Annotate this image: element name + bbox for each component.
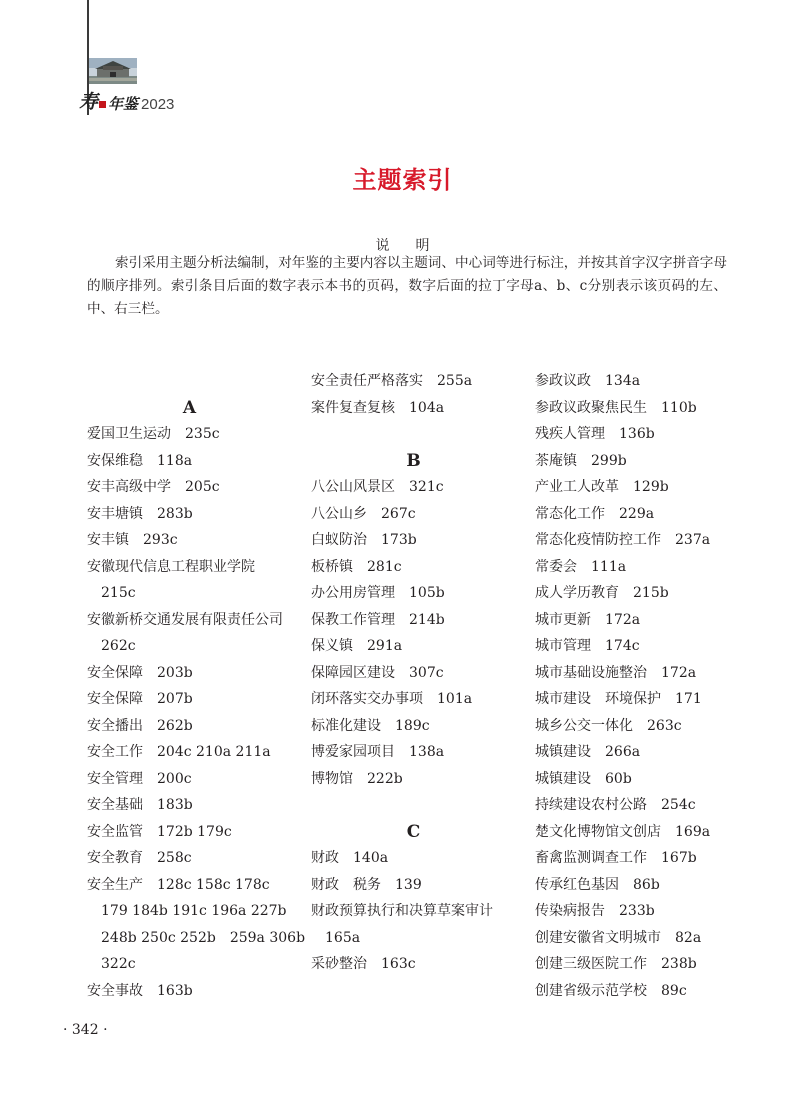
index-entry: 常态化工作 229a bbox=[535, 505, 655, 522]
index-entry: 安全责任严格落实 255a bbox=[311, 373, 473, 389]
index-spacer bbox=[87, 368, 292, 395]
page-number: · 342 · bbox=[63, 1022, 108, 1038]
index-entry-continuation: 248b 250c 252b 259a 306b bbox=[101, 929, 306, 946]
index-entry: 创建三级医院工作 238b bbox=[535, 956, 697, 972]
index-entry: 安丰镇 293c bbox=[87, 532, 178, 548]
index-spacer bbox=[311, 792, 516, 819]
index-entry: 八公山乡 267c bbox=[311, 505, 416, 522]
index-entry: 爱国卫生运动 235c bbox=[87, 426, 220, 442]
index-entry-continuation: 262c bbox=[101, 638, 136, 654]
index-letter-heading: A bbox=[182, 397, 197, 418]
index-entry: 安全事故 163b bbox=[87, 982, 193, 999]
index-entry: 传承红色基因 86b bbox=[535, 876, 660, 893]
index-entry: 城镇建设 60b bbox=[535, 770, 632, 787]
index-entry: 采砂整治 163c bbox=[311, 956, 416, 972]
index-column-right bbox=[535, 368, 750, 1004]
index-entry: 城市管理 174c bbox=[535, 638, 640, 654]
index-entry: 安保维稳 118a bbox=[87, 452, 193, 469]
note-paragraph: 索引采用主题分析法编制，对年鉴的主要内容以主题词、中心词等进行标注，并按其首字汉字拼音字母的顺序排列。索引条目后面的数字表示本书的页码，数字后面的拉丁字母a、b、c分别表示该页码的左、中、右三栏。 bbox=[87, 255, 727, 317]
index-entry-continuation: 215c bbox=[101, 585, 136, 601]
index-entry: 保义镇 291a bbox=[311, 638, 403, 654]
index-entry: 安全管理 200c bbox=[87, 770, 192, 787]
index-entry: 安全工作 204c 210a 211a bbox=[87, 744, 271, 760]
index-entry: 安全教育 258c bbox=[87, 850, 192, 866]
logo-second-text: 年鉴 bbox=[108, 95, 139, 113]
header-banner bbox=[89, 58, 137, 84]
note-heading: 说明 bbox=[375, 238, 456, 254]
index-entry: 安全保障 203b bbox=[87, 664, 193, 681]
index-entry: 畜禽监测调查工作 167b bbox=[535, 850, 697, 866]
index-entry: 常态化疫情防控工作 237a bbox=[535, 532, 711, 548]
index-entry: 持续建设农村公路 254c bbox=[535, 797, 696, 813]
index-entry: 成人学历教育 215b bbox=[535, 585, 669, 601]
logo-year: 2023 bbox=[141, 96, 175, 113]
index-entry: 白蚁防治 173b bbox=[311, 532, 417, 548]
index-spacer bbox=[311, 421, 516, 448]
index-entry: 安全生产 128c 158c 178c bbox=[87, 876, 270, 893]
index-entry: 博物馆 222b bbox=[311, 770, 403, 787]
index-entry: 常委会 111a bbox=[535, 558, 627, 575]
red-seal-icon bbox=[99, 101, 106, 108]
index-entry: 安全保障 207b bbox=[87, 691, 193, 707]
index-entry: 城市基础设施整治 172a bbox=[535, 664, 697, 681]
note-body bbox=[87, 252, 727, 321]
index-entry: 城乡公交一体化 263c bbox=[535, 717, 682, 734]
index-letter-heading: C bbox=[406, 821, 421, 842]
index-entry: 残疾人管理 136b bbox=[535, 426, 655, 442]
index-letter-heading: B bbox=[406, 450, 421, 471]
index-entry: 标准化建设 189c bbox=[311, 717, 430, 734]
index-entry: 安全播出 262b bbox=[87, 717, 193, 734]
page-title: 主题索引 bbox=[352, 167, 453, 194]
index-entry: 创建安徽省文明城市 82a bbox=[535, 929, 702, 946]
index-entry: 博爱家园项目 138a bbox=[311, 744, 445, 760]
index-column-left bbox=[87, 368, 306, 1004]
index-entry-continuation: 322c bbox=[101, 956, 136, 972]
index-entry: 案件复查复核 104a bbox=[311, 399, 445, 416]
index-entry: 城市更新 172a bbox=[535, 611, 641, 628]
index-entry: 闭环落实交办事项 101a bbox=[311, 691, 473, 707]
index-entry: 保障园区建设 307c bbox=[311, 664, 444, 681]
logo-main-text: 寿 bbox=[79, 91, 99, 113]
index-entry: 产业工人改革 129b bbox=[535, 479, 669, 495]
index-entry: 办公用房管理 105b bbox=[311, 585, 445, 601]
index-entry: 传染病报告 233b bbox=[535, 903, 655, 919]
index-entry: 保教工作管理 214b bbox=[311, 611, 445, 628]
index-entry: 板桥镇 281c bbox=[311, 558, 402, 575]
index-entry: 财政预算执行和决算草案审计 bbox=[311, 903, 493, 919]
index-entry: 安丰塘镇 283b bbox=[87, 505, 193, 522]
index-entry-continuation: 165a bbox=[325, 929, 361, 946]
index-entry: 八公山风景区 321c bbox=[311, 479, 444, 495]
index-entry: 安徽现代信息工程职业学院 bbox=[87, 558, 255, 575]
index-entry: 楚文化博物馆文创店 169a bbox=[535, 823, 711, 840]
index-entry: 创建省级示范学校 89c bbox=[535, 982, 687, 999]
index-entry: 安丰高级中学 205c bbox=[87, 479, 220, 495]
city-gate-photo-icon bbox=[89, 58, 137, 84]
index-entry: 城镇建设 266a bbox=[535, 744, 641, 760]
index-entry: 财政 140a bbox=[311, 850, 389, 866]
yearbook-logo bbox=[79, 90, 174, 114]
index-entry: 城市建设 环境保护 171 bbox=[535, 691, 702, 707]
index-entry: 参政议政 134a bbox=[535, 373, 641, 389]
index-entry: 安全监管 172b 179c bbox=[87, 823, 232, 840]
index-entry: 财政 税务 139 bbox=[311, 876, 422, 893]
index-entry: 茶庵镇 299b bbox=[535, 452, 627, 469]
index-entry-continuation: 179 184b 191c 196a 227b bbox=[101, 903, 287, 919]
index-entry: 参政议政聚焦民生 110b bbox=[535, 399, 697, 416]
index-entry: 安全基础 183b bbox=[87, 797, 193, 813]
index-entry: 安徽新桥交通发展有限责任公司 bbox=[87, 611, 283, 628]
index-column-middle bbox=[311, 368, 516, 978]
